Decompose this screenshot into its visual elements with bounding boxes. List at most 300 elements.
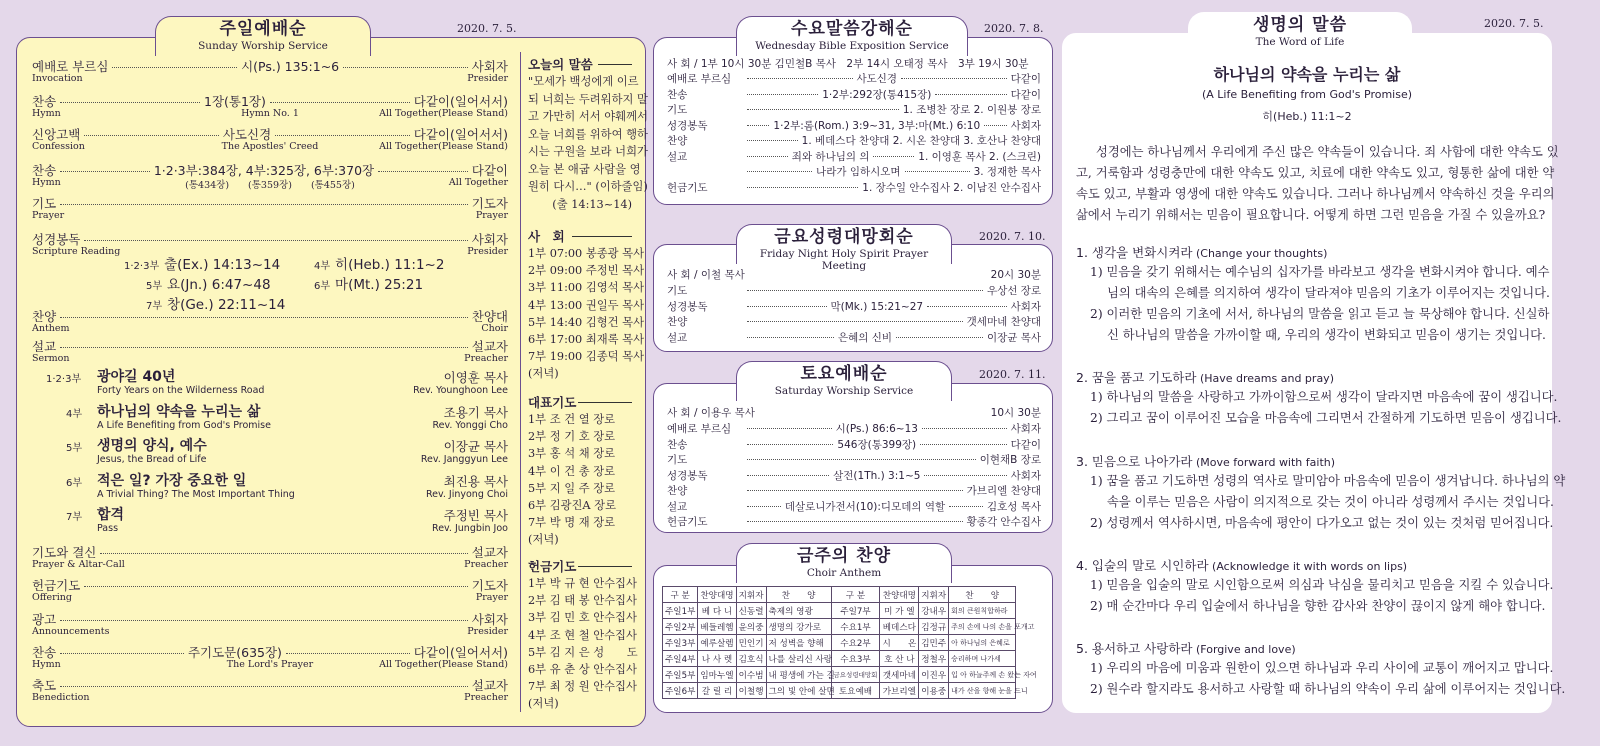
sunday-item-label: 기도 — [32, 196, 57, 211]
saturday-item-leader — [747, 428, 832, 429]
choir-cell: 입 아 하늘주께 손 왔는 자여 — [949, 667, 1016, 683]
wednesday-item-label: 찬양 — [667, 135, 688, 147]
choir-cell: 수요2부 — [831, 635, 880, 651]
choir-cell: 주일2부 — [663, 619, 698, 635]
sermon-title: 합격 — [97, 507, 125, 523]
sunday-item-leader — [378, 171, 468, 172]
saturday-item-label: 기도 — [667, 454, 688, 466]
saturday-title-tab — [736, 361, 952, 401]
friday-item-right: 갯세마네 찬양대 — [966, 316, 1041, 328]
sunday-item-right: 다같이 — [471, 163, 508, 178]
friday-item-label: 기도 — [667, 285, 688, 297]
sermon-part: 1·2·3부 — [46, 374, 82, 385]
friday-item-label: 성경봉독 — [667, 300, 708, 313]
sunday-item-right: 사회자 — [471, 232, 508, 247]
sunday-item-label: 찬송 — [32, 94, 57, 109]
today-word-line: 오늘 너희를 위하여 행하 — [528, 127, 648, 141]
offering-prayer-line: 4부 조 현 철 안수집사 — [528, 628, 637, 642]
wednesday-item-label: 설교 — [667, 150, 688, 163]
point-line: 2) 매 순간마다 우리 입술에서 하나님을 향한 감사와 찬양이 끊이지 않게 해야 합니다. — [1090, 599, 1546, 613]
sunday-item-label: 찬양 — [32, 309, 57, 324]
sunday-item-label: 찬송 — [32, 163, 57, 178]
saturday-item-right: 사회자 — [1010, 469, 1041, 482]
sunday-item-right: 다같이(일어서서) — [413, 94, 509, 109]
point-line: 1) 믿음을 갖기 위해서는 예수님의 십자가를 바라보고 생각을 변화시켜야 합니다. 예수 — [1090, 265, 1550, 279]
choir-table — [662, 586, 1037, 699]
rep-prayer-line: 1부 조 건 열 장로 — [528, 413, 616, 426]
sunday-item-content: 시(Ps.) 135:1~6 — [241, 59, 340, 74]
sunday-item-leader — [60, 317, 468, 318]
wednesday-item-label: 찬송 — [667, 88, 688, 101]
point-heading-en: (Acknowledge it with words on lips) — [1208, 560, 1408, 573]
sunday-item-leader — [60, 653, 184, 654]
choir-cell: 갈 릴 리 — [698, 683, 736, 699]
choir-cell: 베들레헴 — [698, 619, 736, 635]
choir-header-row — [663, 587, 1016, 603]
choir-cell: 예루살렘 — [698, 635, 736, 651]
rep-prayer-line: 6부 김광진A 장로 — [528, 499, 617, 513]
saturday-item-leader — [747, 444, 833, 445]
choir-cell: 그의 빛 안에 살면 — [766, 683, 831, 699]
sunday-item-leader — [60, 204, 468, 205]
saturday-item-content: 데살로니가전서(10):디모데의 역할 — [784, 500, 946, 513]
sunday-item-leader — [112, 67, 237, 68]
saturday-item-leader — [747, 459, 976, 460]
choir-cell: 베데스다 — [880, 619, 919, 635]
scripture-part: 4부 — [314, 261, 331, 272]
point-heading — [1076, 555, 1407, 574]
saturday-item-right: 사회자 — [1010, 423, 1041, 435]
choir-header-cell: 구 분 — [831, 587, 880, 603]
today-word-line: 원히 다시…" (이하줄임) — [528, 180, 648, 193]
offering-prayer-rule — [578, 566, 632, 567]
today-word-line: 오늘 본 애굽 사람을 영 — [528, 162, 641, 176]
wednesday-item-leader — [873, 156, 914, 157]
wednesday-item-right: 다같이 — [1010, 88, 1041, 101]
sermon-preacher-en: Rev. Younghoon Lee — [413, 385, 508, 396]
point-line: 1) 우리의 마음에 미움과 원한이 있으면 하나님과 우리 사이에 교통이 깨어지고 맙니다. — [1090, 661, 1554, 675]
sunday-item-content: 주기도문(635장) — [187, 645, 282, 660]
friday-subtitle: Friday Night Holy Spirit Prayer Meeting — [759, 248, 929, 272]
choir-header-cell: 찬 양 — [766, 587, 831, 603]
sunday-item-label: 광고 — [32, 612, 57, 627]
sunday-item-leader — [270, 102, 410, 103]
choir-header-cell: 찬 양 — [949, 587, 1016, 603]
wednesday-item-content: 1·2부:롬(Rom.) 3:9~31, 3부:마(Mt.) 6:10 — [773, 119, 981, 132]
intro-line: 고, 거룩함과 성령충만에 대한 약속도 있고, 치료에 대한 약속도 있고, 형통한 삶에 대한 약 — [1076, 166, 1555, 180]
sunday-item-right: 기도자 — [471, 578, 508, 593]
saturday-item-leader — [920, 444, 1006, 445]
saturday-item-right: 가브리엘 찬양대 — [966, 485, 1041, 497]
life-word-title-tab — [1188, 12, 1412, 52]
rep-prayer-list — [528, 411, 616, 549]
sermon-title-en: A Trivial Thing? The Most Important Thing — [97, 489, 295, 500]
today-word-text — [528, 73, 648, 213]
choir-cell: 수요1부 — [831, 619, 880, 635]
sunday-date: 2020. 7. 5. — [457, 22, 517, 35]
choir-cell: 미 가 엘 — [880, 603, 919, 619]
friday-item-content: 은혜의 신비 — [837, 331, 892, 344]
wednesday-item-leader — [747, 187, 858, 188]
choir-cell: 정철우 — [919, 651, 949, 667]
friday-date: 2020. 7. 10. — [979, 230, 1046, 243]
saturday-item-leader — [747, 490, 963, 491]
friday-item-leader — [747, 290, 983, 291]
sunday-item-right-en: Presider — [467, 626, 508, 637]
point-line: 속을 이루는 믿음은 사람이 의지적으로 갖는 것이 아니라 성령께서 주시는 것입니다. — [1107, 495, 1554, 509]
choir-cell: 가브리엘 — [880, 683, 919, 699]
saturday-head: 사 회 / 이용우 목사 10시 30분 — [667, 407, 1041, 419]
point-heading — [1076, 451, 1335, 470]
point-line: 1) 하나님의 말씀을 사랑하고 가까이함으로써 생각이 달라지면 마음속에 꿈이 생깁니다. — [1090, 390, 1558, 404]
today-word-line: 시는 구원을 보라 너희가 — [528, 145, 648, 158]
saturday-item-row — [667, 499, 1041, 514]
choir-row — [663, 603, 1016, 619]
sunday-item-right-en: Preacher — [464, 559, 508, 570]
choir-cell: 민인기 — [736, 635, 766, 651]
sermon-title-en: A Life Benefiting from God's Promise — [97, 420, 271, 431]
sunday-item-label-en: Benediction — [32, 692, 90, 703]
sunday-item-right: 기도자 — [471, 196, 508, 211]
sunday-item-label: 예배로 부르심 — [32, 59, 109, 74]
wednesday-item-row — [667, 71, 1041, 86]
point-heading-en: (Change your thoughts) — [1192, 247, 1328, 260]
saturday-title: 토요예배순 — [800, 364, 888, 384]
scripture-reading — [314, 253, 444, 273]
point-heading — [1076, 638, 1296, 657]
point-heading-en: (Move forward with faith) — [1192, 456, 1336, 469]
saturday-item-leader — [747, 521, 963, 522]
choir-cell: 윤의중 — [736, 619, 766, 635]
wednesday-item-right: 1. 장수일 안수집사 2. 이남진 안수집사 — [862, 181, 1041, 194]
saturday-item-label: 설교 — [667, 500, 688, 513]
sunday-item-content-en: The Lord's Prayer — [226, 659, 314, 670]
point-heading-en: (Have dreams and pray) — [1196, 372, 1334, 385]
choir-header-cell: 지휘자 — [736, 587, 766, 603]
choir-cell: 회의 큰원칙합하라 — [949, 603, 1016, 619]
choir-cell: 축제의 영광 — [766, 603, 831, 619]
friday-title: 금요성령대망회순 — [774, 227, 914, 247]
choir-cell: 주일1부 — [663, 603, 698, 619]
point-line: 1) 꿈을 품고 기도하면 성령의 역사로 말미암아 마음속에 믿음이 생겨납니다. 하나님의 약 — [1090, 474, 1566, 488]
choir-cell: 주일5부 — [663, 667, 698, 683]
saturday-item-row — [667, 437, 1041, 452]
wednesday-item-content: 사도신경 — [856, 73, 898, 85]
choir-cell: 김호식 — [736, 651, 766, 667]
sunday-item-label-en: Offering — [32, 592, 72, 603]
wednesday-item-row — [667, 87, 1041, 102]
friday-item-row — [667, 299, 1041, 314]
saturday-item-right: 다같이 — [1010, 438, 1041, 451]
sunday-item-label-en: Prayer — [32, 210, 65, 221]
choir-cell: 승리하며 나가세 — [949, 651, 1016, 667]
saturday-item-label: 찬송 — [667, 438, 688, 451]
choir-cell: 신동렬 — [736, 603, 766, 619]
sunday-item-content-en: (통434장) (통359장) (통455장) — [185, 180, 355, 191]
saturday-item-label: 성경봉독 — [667, 469, 708, 482]
choir-header-cell: 찬양대명 — [698, 587, 736, 603]
saturday-item-leader — [747, 475, 829, 476]
scripture-reading — [124, 253, 280, 273]
wednesday-item-row — [667, 133, 1041, 148]
saturday-item-leader — [747, 506, 781, 507]
point-line: 2) 그리고 꿈이 이루어진 모습을 마음속에 그리면서 간절하게 기도하면 믿음이 생깁니다. — [1090, 411, 1562, 425]
friday-item-row — [667, 314, 1041, 329]
point-heading-ko: 5. 용서하고 사랑하라 — [1076, 641, 1193, 656]
scripture-part: 5부 — [146, 281, 163, 292]
sunday-item-right-en: Preacher — [464, 353, 508, 364]
choir-cell: 시 온 — [880, 635, 919, 651]
sermon-title-en: Pass — [97, 523, 119, 534]
sunday-item-right-en: Preacher — [464, 692, 508, 703]
point-heading-ko: 4. 입술의 말로 시인하라 — [1076, 558, 1209, 573]
sermon-preacher: 이영훈 목사 — [443, 370, 508, 385]
sermon-reference: 히(Heb.) 11:1~2 — [1262, 110, 1352, 123]
wednesday-item-content: 죄와 하나님의 의 — [791, 150, 870, 163]
scripture-part: 7부 — [146, 301, 163, 312]
choir-cell: 금요성령대망회 — [831, 667, 880, 683]
point-heading — [1076, 242, 1327, 261]
sunday-item-content: 1장(통1장) — [204, 94, 266, 109]
saturday-date: 2020. 7. 11. — [979, 368, 1046, 381]
wednesday-item-row — [667, 164, 1041, 179]
offering-prayer-title: 헌금기도 — [528, 559, 577, 574]
sermon-preacher-en: Rev. Jinyong Choi — [425, 489, 508, 500]
choir-cell: 내가 산을 향해 눈을 드니 — [949, 683, 1016, 699]
sunday-item-right-en: Choir — [481, 323, 508, 334]
choir-cell: 이철행 — [736, 683, 766, 699]
choir-cell: 호 산 나 — [880, 651, 919, 667]
sunday-item-right-en: All Together — [448, 177, 508, 188]
sunday-item-label-en: Prayer & Altar-Call — [32, 559, 125, 570]
choir-cell: 내 평생에 가는 길 — [766, 667, 831, 683]
sunday-item-label-en: Anthem — [32, 323, 70, 334]
wednesday-item-label: 예배로 부르심 — [667, 73, 732, 85]
sunday-item-label: 축도 — [32, 678, 57, 693]
wednesday-item-leader — [747, 109, 899, 110]
wednesday-item-label: 성경봉독 — [667, 119, 708, 132]
wednesday-item-label: 기도 — [667, 104, 688, 116]
sunday-item-right-en: Presider — [467, 73, 508, 84]
wednesday-item-row — [667, 118, 1041, 133]
point-line: 신 하나님의 말씀을 가까이할 때, 우리의 생각이 변화되고 믿음이 생기는 것입니다. — [1107, 328, 1546, 342]
sermon-title-en: Forty Years on the Wilderness Road — [97, 385, 265, 396]
sermon-part: 4부 — [66, 409, 83, 420]
choir-cell: 김민주 — [919, 635, 949, 651]
choir-row — [663, 635, 1016, 651]
offering-prayer-line: (저녁) — [528, 697, 559, 711]
choir-cell: 이진우 — [919, 667, 949, 683]
choir-row — [663, 667, 1016, 683]
scripture-part: 1·2·3부 — [124, 261, 160, 272]
sermon-part: 7부 — [66, 512, 83, 523]
wednesday-item-leader — [984, 125, 1006, 126]
sermon-preacher-en: Rev. Jungbin Joo — [432, 523, 508, 534]
scripture-reading — [146, 273, 271, 293]
life-word-title: 생명의 말씀 — [1252, 15, 1348, 35]
choir-cell: 주일4부 — [663, 651, 698, 667]
wednesday-item-content: 1·2부:292장(통415장) — [822, 88, 932, 101]
sunday-item-leader — [84, 240, 467, 241]
wednesday-item-leader — [747, 171, 812, 172]
saturday-subtitle: Saturday Worship Service — [774, 385, 914, 397]
presider-line: 5부 14:40 김형건 목사 — [528, 315, 644, 329]
presider-line: (저녁) — [528, 367, 559, 381]
sunday-item-label-en: Scripture Reading — [32, 246, 121, 257]
wednesday-item-right: 1. 베데스다 찬양대 2. 시온 찬양대 3. 호산나 찬양대 — [801, 135, 1041, 147]
saturday-item-right: 이현채B 장로 — [979, 454, 1041, 466]
sunday-item-leader — [100, 553, 467, 554]
life-word-subtitle: The Word of Life — [1255, 36, 1345, 48]
offering-prayer-line: 2부 김 태 봉 안수집사 — [528, 594, 637, 608]
presider-line: 2부 09:00 주정빈 목사 — [528, 264, 644, 278]
sunday-item-label-en: Announcements — [32, 626, 110, 637]
offering-prayer-line: 7부 최 정 원 안수집사 — [528, 680, 637, 694]
wednesday-item-row — [667, 149, 1041, 164]
choir-row — [663, 683, 1016, 699]
today-word-title: 오늘의 말씀 — [528, 57, 593, 72]
friday-item-row — [667, 283, 1041, 298]
saturday-item-row — [667, 421, 1041, 436]
intro-line: 삶에서 누리기 위해서는 믿음이 필요합니다. 어떻게 하면 그런 믿음을 가질 수 있을까요? — [1076, 208, 1546, 222]
saturday-item-leader — [924, 475, 1006, 476]
saturday-item-row — [667, 514, 1041, 529]
point-line: 2) 이러한 믿음의 기초에 서서, 하나님의 말씀을 읽고 듣고 늘 묵상해야 합니다. 신실하 — [1090, 307, 1550, 321]
friday-item-leader — [747, 337, 834, 338]
scripture-reading — [314, 273, 423, 293]
sunday-item-right: 다같이(일어서서) — [413, 645, 508, 660]
sermon-part: 5부 — [66, 443, 83, 454]
sunday-item-label: 기도와 결신 — [32, 545, 97, 560]
intro-line: 속도 있고, 부활과 영생에 대한 약속도 있습니다. 그러나 하나님께서 약속하신 것을 우리의 — [1076, 187, 1555, 201]
wednesday-item-label: 헌금기도 — [667, 181, 708, 194]
sunday-item-content-en: The Apostles' Creed — [221, 141, 319, 152]
sunday-item-content-en: Hymn No. 1 — [241, 108, 299, 119]
choir-cell: 강내우 — [919, 603, 949, 619]
friday-item-right: 이장균 목사 — [986, 331, 1041, 344]
wednesday-item-right: 3. 정재한 목사 — [973, 166, 1041, 178]
wednesday-item-row — [667, 180, 1041, 195]
friday-item-right: 우상선 장로 — [986, 285, 1041, 297]
choir-table-wrap — [662, 586, 1037, 699]
sunday-item-content: 사도신경 — [222, 127, 272, 142]
saturday-item-leader — [949, 506, 983, 507]
scripture-ref: 마(Mt.) 25:21 — [335, 277, 424, 293]
wednesday-item-leader — [747, 78, 853, 79]
sunday-item-label: 설교 — [32, 339, 57, 354]
wednesday-item-leader — [747, 125, 769, 126]
sermon-preacher: 최진용 목사 — [443, 474, 508, 489]
sunday-item-right-en: Presider — [467, 246, 508, 257]
sermon-title-en: Jesus, the Bread of Life — [97, 454, 207, 465]
sunday-item-right: 다같이(일어서서) — [413, 127, 508, 142]
sermon-preacher-en: Rev. Janggyun Lee — [420, 454, 508, 465]
today-word-line: 고 가만히 서서 야훼께서 — [528, 110, 648, 123]
saturday-item-right: 황종각 안수집사 — [966, 516, 1041, 528]
sunday-item-leader — [275, 135, 410, 136]
wednesday-item-leader — [747, 94, 818, 95]
sunday-item-label: 헌금기도 — [32, 578, 81, 593]
sunday-item-right: 찬양대 — [471, 309, 508, 324]
saturday-item-row — [667, 468, 1041, 483]
sunday-item-leader — [60, 347, 468, 348]
rep-prayer-line: 7부 박 명 재 장로 — [528, 516, 616, 530]
saturday-item-right: 김호성 목사 — [986, 500, 1042, 513]
scripture-part: 6부 — [314, 281, 331, 292]
friday-item-leader — [927, 306, 1007, 307]
choir-row — [663, 619, 1016, 635]
choir-subtitle: Choir Anthem — [806, 567, 882, 579]
sunday-item-right: 사회자 — [471, 612, 508, 627]
saturday-item-row — [667, 452, 1041, 467]
friday-item-leader — [747, 306, 827, 307]
presider-line: 1부 07:00 봉종광 목사 — [528, 247, 644, 260]
wednesday-date: 2020. 7. 8. — [984, 22, 1044, 35]
presiders-title: 사 회 — [528, 229, 565, 244]
choir-cell: 이용중 — [919, 683, 949, 699]
saturday-item-content: 시(Ps.) 86:6~13 — [835, 423, 918, 435]
sermon-title: 하나님의 약속을 누리는 삶 — [1213, 65, 1401, 84]
wednesday-title-tab — [736, 16, 968, 56]
choir-cell: 나 사 렛 — [698, 651, 736, 667]
sunday-item-label-en: Confession — [32, 141, 85, 152]
presiders-list — [528, 245, 644, 383]
saturday-item-label: 찬양 — [667, 485, 688, 497]
today-word-line: "모세가 백성에게 이르 — [528, 75, 639, 88]
today-word-line: 되 너희는 두려워하지 말 — [528, 92, 648, 106]
point-line: 님의 대속의 은혜를 의지하여 생각이 달라져야 믿음의 기초가 이루어지는 것입니다. — [1107, 286, 1550, 300]
sermon-title: 하나님의 약속을 누리는 삶 — [97, 404, 261, 420]
sunday-item-leader — [343, 67, 468, 68]
friday-item-row — [667, 330, 1041, 345]
rep-prayer-line: 3부 홍 석 채 장로 — [528, 447, 616, 461]
choir-cell: 나를 살리신 사랑 — [766, 651, 831, 667]
sunday-item-leader — [286, 653, 410, 654]
choir-title: 금주의 찬양 — [796, 546, 892, 566]
wednesday-head: 사 회 / 1부 10시 30분 김민철B 목사 2부 14시 오태정 목사 3부 19시 30분 — [667, 58, 1029, 70]
offering-prayer-line: 1부 박 규 현 안수집사 — [528, 577, 637, 590]
point-heading — [1076, 367, 1334, 386]
wednesday-item-row — [667, 102, 1041, 117]
sunday-item-leader — [60, 620, 468, 621]
choir-cell: 베 다 니 — [698, 603, 736, 619]
sermon-title: 광야길 40년 — [97, 369, 176, 385]
sunday-item-right-en: All Together(Please Stand) — [379, 659, 508, 670]
choir-header-cell: 구 분 — [663, 587, 698, 603]
sunday-item-right: 설교자 — [471, 678, 508, 693]
sunday-item-right-en: All Together(Please Stand) — [379, 141, 508, 152]
sunday-item-label-en: Sermon — [32, 353, 70, 364]
friday-item-label: 찬양 — [667, 316, 688, 328]
rep-prayer-title: 대표기도 — [528, 395, 577, 410]
intro-line: 성경에는 하나님께서 우리에게 주신 많은 약속들이 있습니다. 죄 사함에 대한 약속도 있 — [1096, 145, 1559, 159]
sunday-divider — [520, 52, 521, 712]
friday-item-right: 사회자 — [1010, 300, 1042, 313]
wednesday-title: 수요말씀강해순 — [791, 19, 913, 39]
sunday-item-label-en: Hymn — [32, 659, 61, 670]
saturday-item-label: 예배로 부르심 — [667, 423, 732, 435]
friday-head: 사 회 / 이철 목사 20시 30분 — [667, 269, 1041, 281]
sunday-item-label: 성경봉독 — [32, 232, 81, 247]
choir-header-cell: 지휘자 — [919, 587, 949, 603]
today-word-rule — [598, 64, 632, 65]
scripture-ref: 히(Heb.) 11:1~2 — [335, 257, 445, 273]
sunday-item-leader — [60, 686, 468, 687]
presider-line: 4부 13:00 권일두 목사 — [528, 298, 644, 312]
wednesday-item-leader — [747, 140, 798, 141]
sunday-item-right: 설교자 — [471, 339, 508, 354]
friday-item-label: 설교 — [667, 331, 688, 344]
